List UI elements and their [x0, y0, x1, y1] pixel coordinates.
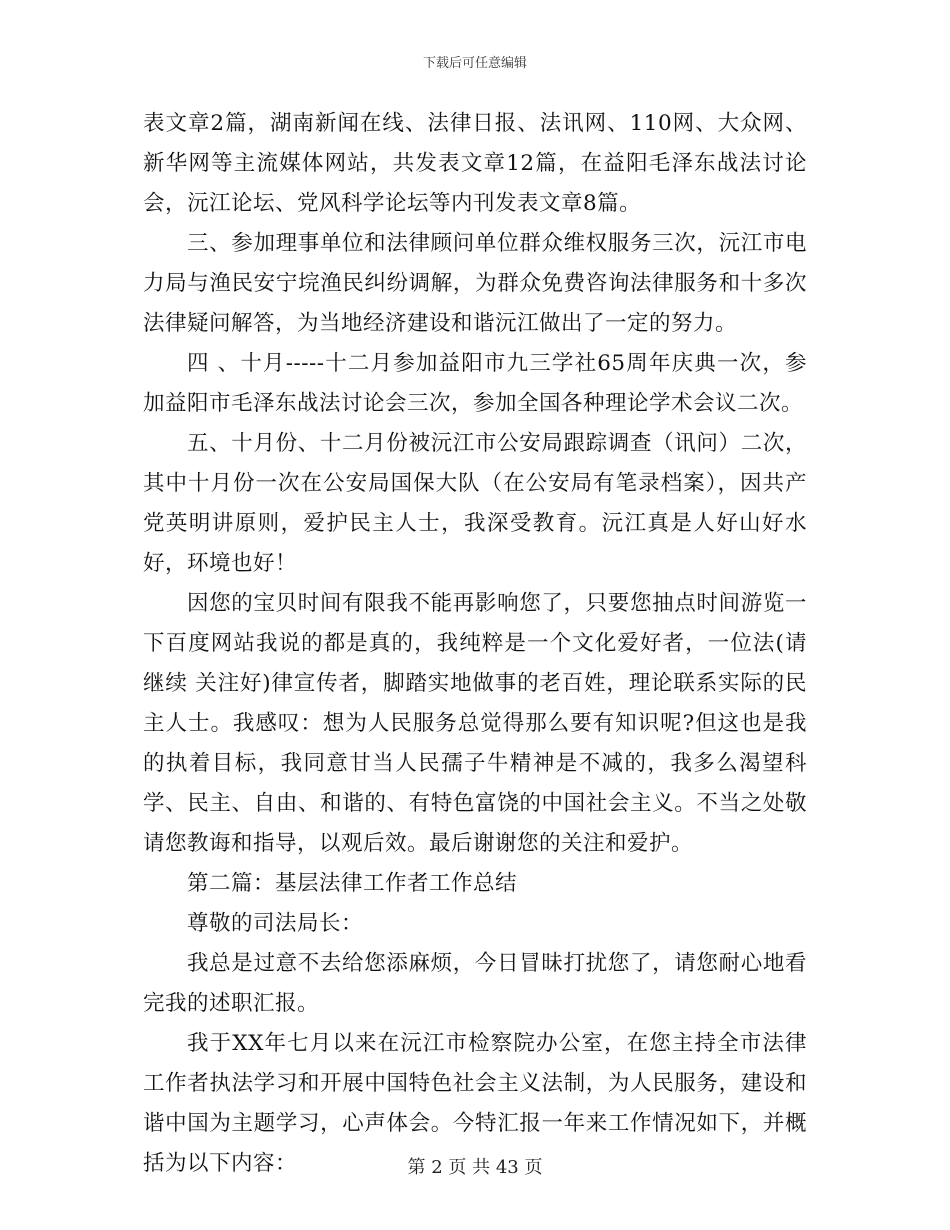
paragraph-3: 四 、十月-----十二月参加益阳市九三学社65周年庆典一次，参加益阳市毛泽东战法讨论会三次，参加全国各种理论学术会议二次。 — [143, 351, 807, 416]
paragraph-6: 我总是过意不去给您添麻烦，今日冒昧打扰您了，请您耐心地看完我的述职汇报。 — [143, 951, 807, 1016]
section-heading: 第二篇：基层法律工作者工作总结 — [187, 871, 518, 896]
paragraph-7: 我于XX年七月以来在沅江市检察院办公室，在您主持全市法律工作者执法学习和开展中国特色社会主义法制，为人民服务，建设和谐中国为主题学习，心声体会。今特汇报一年来工作情况如下，并概括为以下内容： — [143, 1031, 807, 1176]
paragraph-4: 五、十月份、十二月份被沅江市公安局跟踪调查（讯问）二次，其中十月份一次在公安局国保大队（在公安局有笔录档案），因共产党英明讲原则，爱护民主人士，我深受教育。沅江真是人好山好水好，环境也好！ — [143, 431, 807, 576]
document-body — [143, 104, 807, 1184]
paragraph-1: 表文章2篇，湖南新闻在线、法律日报、法讯网、110网、大众网、新华网等主流媒体网站，共发表文章12篇，在益阳毛泽东战法讨论会，沅江论坛、党风科学论坛等内刊发表文章8篇。 — [143, 111, 807, 216]
page-header-note: 下载后可任意编辑 — [422, 56, 527, 71]
page-footer-number: 第 2 页 共 43 页 — [407, 1157, 543, 1178]
paragraph-5: 因您的宝贝时间有限我不能再影响您了，只要您抽点时间游览一下百度网站我说的都是真的，我纯粹是一个文化爱好者，一位法(请继续 关注好)律宣传者，脚踏实地做事的老百姓，理论联系实际的民主人士。我感叹：想为人民服务总觉得那么要有知识呢?但这也是我的执着目标，我同意甘当人民孺子牛精神是不减的，我多么渴望科学、民主、自由、和谐的、有特色富饶的中国社会主义。不当之处敬请您教诲和指导，以观后效。最后谢谢您的关注和爱护。 — [143, 591, 807, 856]
salutation: 尊敬的司法局长： — [187, 911, 364, 936]
paragraph-2: 三、参加理事单位和法律顾问单位群众维权服务三次，沅江市电力局与渔民安宁垸渔民纠纷调解，为群众免费咨询法律服务和十多次法律疑问解答，为当地经济建设和谐沅江做出了一定的努力。 — [143, 231, 807, 336]
